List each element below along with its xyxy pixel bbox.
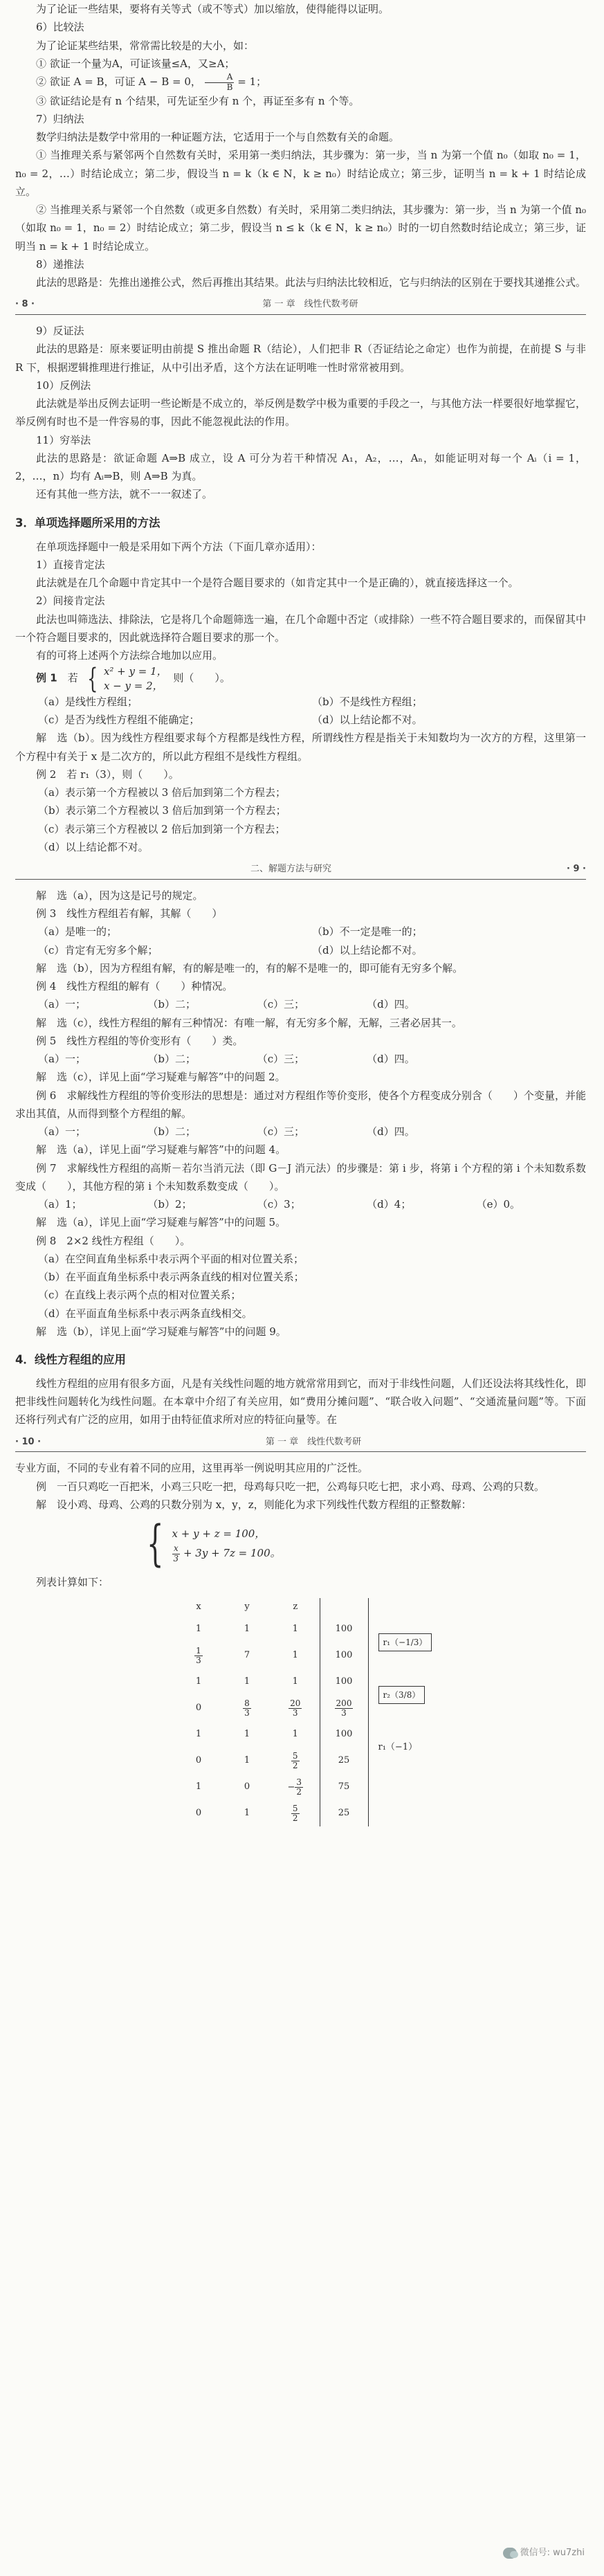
table-intro: 列表计算如下： xyxy=(36,1576,109,1589)
paragraph: 此法就是在几个命题中肯定其中一个是符合题目要求的（如肯定其中一个是正确的），就直接选择这一个。 xyxy=(36,577,519,590)
option: （a）一； xyxy=(38,1053,86,1066)
cell: 75 xyxy=(320,1774,368,1800)
cell: 1 xyxy=(195,1729,202,1740)
cell: 25 xyxy=(320,1748,368,1774)
equation-system: { x + y + z = 100， $\frac{x}{3}$ + 3y + 7z = 100。 xyxy=(147,1515,281,1572)
cell: 1 xyxy=(292,1624,298,1635)
cell: 1 xyxy=(244,1624,250,1635)
cell: 0 xyxy=(195,1703,202,1714)
option: （a）一； xyxy=(38,1125,86,1139)
fraction: $\frac{A}{B}$ xyxy=(205,73,235,91)
row-op: r₁（−1/3） xyxy=(368,1616,493,1669)
page-number: · 10 · xyxy=(15,1436,42,1447)
solution: 解 选（b），详见上面“学习疑难与解答”中的问题 9。 xyxy=(36,1325,286,1338)
paragraph: 为了论证一些结果，要将有关等式（或不等式）加以缩放，使得能得以证明。 xyxy=(36,3,390,15)
cell: 0 xyxy=(195,1755,202,1766)
paragraph: 此法就是举出反例去证明一些论断是不成立的，举反例是数学中极为重要的手段之一，与其他方法一样要很好地掌握它，举反例有时也不是一件容易的事，因此不能忽视此法的作用。 xyxy=(15,397,587,428)
paragraph: 数学归纳法是数学中常用的一种证题方法，它适用于一个与自然数有关的命题。 xyxy=(36,131,400,144)
option: （b）在平面直角坐标系中表示两条直线的相对位置关系； xyxy=(38,1271,304,1284)
paragraph: 此法也叫筛选法、排除法，它是将几个命题筛选一遍，在几个命题中否定（或排除）一些不符合题目要求的，而保留其中一个符合题目要求的，因此就选择符合题目要求的那一个。 xyxy=(15,613,587,644)
cell: 1 xyxy=(195,1624,202,1635)
paragraph: 在单项选择题中一般是采用如下两个方法（下面几章亦适用）： xyxy=(36,540,322,553)
cell: 100 xyxy=(320,1669,368,1695)
method-heading: 6）比较法 xyxy=(36,21,84,34)
option: （b）二； xyxy=(147,998,196,1011)
table-header xyxy=(174,1598,493,1616)
option: （c）在直线上表示两个点的相对位置关系； xyxy=(38,1289,241,1302)
list-item: ③ 欲证结论是有 n 个结果，可先证至少有 n 个，再证至多有 n 个等。 xyxy=(36,94,360,107)
option: （a）在空间直角坐标系中表示两个平面的相对位置关系； xyxy=(38,1252,304,1265)
cell: 1 xyxy=(244,1755,250,1766)
paragraph: 此法的思路是：原来要证明由前提 S 推出命题 R（结论），人们把非 R（否证结论之命定）也作为前提，在前提 S 与非 R 下，根据逻辑推理进行推证，从中引出矛盾，这个方法在证明唯一性时常常被用到。 xyxy=(15,343,586,374)
cell: 1 xyxy=(244,1676,250,1687)
option: （a）是唯一的； xyxy=(38,925,117,938)
option: （d）四。 xyxy=(367,1125,415,1139)
method-heading: 11）穷举法 xyxy=(36,433,91,446)
chicken-example: 例 一百只鸡吃一百把米，小鸡三只吃一把，母鸡每只吃一把，公鸡每只吃七把，求小鸡、母鸡、公鸡的只数。 xyxy=(36,1480,545,1493)
section-page-11 xyxy=(15,1459,586,1826)
example-7: 例 7 求解线性方程组的高斯－若尔当消元法（即 G－J 消元法）的步骤是：第 i 步，将第 i 个方程的第 i 个未知数系数变成（ ），其他方程的第 i 个未知数系数变成（ ）。 xyxy=(15,1161,586,1192)
cell: − $\frac{3}{2}$ xyxy=(287,1777,302,1797)
page-number: · 9 · xyxy=(567,864,586,875)
page-footer-9 xyxy=(15,862,586,880)
solution: 解 选（c），线性方程组的解有三种情况：有唯一解，有无穷多个解，无解，三者必居其一。 xyxy=(36,1016,462,1029)
solution: 解 选（a），因为这是记号的规定。 xyxy=(36,889,203,902)
option: （b）不是线性方程组； xyxy=(312,695,423,708)
paragraph: 此法的思路是：欲证命题 A⇒B 成立，设 A 可分为若干种情况 A₁，A₂，…，Aₙ，如能证明对每一个 Aᵢ（i = 1，2，…，n）均有 Aᵢ⇒B，则 A⇒B 为真。 xyxy=(15,451,586,483)
solution: 解 设小鸡、母鸡、公鸡的只数分别为 x，y，z，则能化为求下列线性代数方程组的正整数解： xyxy=(36,1498,472,1511)
example-6: 例 6 求解线性方程组的等价变形法的思想是：通过对方程组作等价变形，使各个方程变成分别含（ ）个变量，并能求出其值，从而得到整个方程组的解。 xyxy=(15,1089,586,1120)
cell: 100 xyxy=(320,1642,368,1669)
cell: 0 xyxy=(244,1781,250,1793)
paragraph: 专业方面，不同的专业有着不同的应用，这里再举一例说明其应用的广泛性。 xyxy=(15,1462,369,1475)
options xyxy=(38,1195,586,1213)
cell: $\frac{1}{3}$ xyxy=(196,1645,201,1665)
cell: 1 xyxy=(244,1808,250,1819)
option: （b）二； xyxy=(147,1125,196,1139)
solution: 解 选（b），因为方程组有解，有的解是唯一的，有的解不是唯一的，即可能有无穷多个解。 xyxy=(36,961,464,974)
option: （d）四。 xyxy=(367,1053,415,1066)
elimination-table xyxy=(174,1598,493,1826)
options xyxy=(38,923,586,941)
solution: 解 选（a），详见上面“学习疑难与解答”中的问题 5。 xyxy=(36,1216,286,1229)
cell: 1 xyxy=(292,1729,298,1740)
option: （c）三； xyxy=(257,1125,305,1139)
cell: $\frac{8}{3}$ xyxy=(244,1698,250,1718)
paragraph: 有的可将上述两个方法综合地加以应用。 xyxy=(36,649,223,662)
cell: 100 xyxy=(320,1616,368,1642)
watermark-text: 微信号: wu7zhi xyxy=(520,2548,585,2558)
example-5: 例 5 线性方程组的等价变形有（ ）类。 xyxy=(36,1034,244,1047)
cell: 1 xyxy=(292,1676,298,1687)
running-title: 第 一 章 线性代数考研 xyxy=(262,299,358,310)
solution: 解 选（a），详见上面“学习疑难与解答”中的问题 4。 xyxy=(36,1143,286,1157)
example-2: 例 2 若 r₁（3），则（ ）。 xyxy=(36,768,179,781)
cell: 1 xyxy=(244,1729,250,1740)
running-title: 第 一 章 线性代数考研 xyxy=(265,1436,362,1447)
running-title: 二、解题方法与研究 xyxy=(250,864,332,875)
method-heading: 9）反证法 xyxy=(36,325,84,338)
options xyxy=(38,941,586,959)
option: （b）2； xyxy=(147,1198,192,1211)
example-8: 例 8 2×2 线性方程组（ ）。 xyxy=(36,1234,191,1247)
options xyxy=(38,693,586,711)
list-item: ② 欲证 A = B，可证 A − B = 0， $\frac{A}{B}$ = 1； xyxy=(36,72,267,92)
method-heading: 7）归纳法 xyxy=(36,112,84,125)
row-op: r₁（−1） xyxy=(368,1721,493,1774)
method-heading: 1）直接肯定法 xyxy=(36,558,105,571)
paragraph: 此法的思路是：先推出递推公式，然后再推出其结果。此法与归纳法比较相近，它与归纳法的区别在于要找其递推公式。 xyxy=(36,276,587,289)
col-header: x xyxy=(196,1602,201,1613)
list-item: ① 欲证一个量为A，可证该量≤A，又≥A； xyxy=(36,57,235,70)
cell: 100 xyxy=(320,1721,368,1748)
option: （a）一； xyxy=(38,998,86,1011)
paragraph: 为了论证某些结果，常常需比较是的大小，如： xyxy=(36,39,255,52)
paragraph: 线性方程组的应用有很多方面，凡是有关线性问题的地方就常常用到它，而对于非线性问题，人们还设法将其线性化，即把非线性问题转化为线性问题。在本章中介绍了有关应用，如“费用分摊问题”、“联合收入问题”、“交通流量问题”等。下面还将行列式有广泛的应用，如用于由特征值求所对应的特征向量等。在 xyxy=(15,1377,587,1426)
table-row xyxy=(174,1800,493,1826)
options xyxy=(38,1050,586,1068)
option: （c）三； xyxy=(257,1053,305,1066)
table-row xyxy=(174,1616,493,1642)
paragraph: ② 当推理关系与紧邻一个自然数（或更多自然数）有关时，采用第二类归纳法，其步骤为：第一步，当 n 为第一个值 n₀（如取 n₀ = 1，n₀ = 2）时结论成立；第二步，假设当 n ≤ k（k ∈ N，k ≥ n₀）时的一切自然数时结论成立；第三步，证明当 n = k + 1 时结论成立。 xyxy=(15,203,586,253)
option: （d）在平面直角坐标系中表示两条直线相交。 xyxy=(38,1307,253,1320)
option: （b）不一定是唯一的； xyxy=(312,925,423,938)
table-row xyxy=(174,1774,493,1800)
option: （c）表示第三个方程被以 2 倍后加到第一个方程去； xyxy=(38,822,286,835)
page-number: · 8 · xyxy=(15,299,35,310)
option: （c）肯定有无穷多个解； xyxy=(38,943,158,956)
example-4: 例 4 线性方程组的解有（ ）种情况。 xyxy=(36,980,233,993)
col-header: y xyxy=(244,1602,250,1613)
section-page-9 xyxy=(15,322,586,856)
option: （b）表示第二个方程被以 3 倍后加到第一个方程去； xyxy=(38,804,286,817)
example-3: 例 3 线性方程组若有解，其解（ ） xyxy=(36,907,223,920)
option: （d）以上结论都不对。 xyxy=(38,840,149,853)
option: （c）3； xyxy=(257,1198,301,1211)
cell: 1 xyxy=(195,1781,202,1793)
col-header: z xyxy=(293,1602,298,1613)
option: （c）是否为线性方程组不能确定； xyxy=(38,714,200,727)
option: （e）0。 xyxy=(476,1198,520,1211)
page-footer-10 xyxy=(15,1435,586,1453)
cell: 1 xyxy=(292,1650,298,1661)
cell: $\frac{5}{2}$ xyxy=(292,1750,298,1770)
method-heading: 2）间接肯定法 xyxy=(36,595,105,608)
method-heading: 8）递推法 xyxy=(36,257,84,271)
option: （d）四。 xyxy=(367,998,415,1011)
page-footer-8 xyxy=(15,297,586,315)
cell: $\frac{200}{3}$ xyxy=(320,1695,368,1721)
option: （c）三； xyxy=(257,998,305,1011)
cell: 1 xyxy=(195,1676,202,1687)
solution: 解 选（b）。因为线性方程组要求每个方程都是线性方程，所谓线性方程是指关于未知数均为一次方的方程，这里第一个方程中有关于 x 是二次方的，所以此方程组不是线性方程组。 xyxy=(15,732,586,763)
option: （d）4； xyxy=(367,1198,412,1211)
table-row xyxy=(174,1669,493,1695)
cell: 25 xyxy=(320,1800,368,1826)
section-page-8 xyxy=(15,0,586,291)
option: （a）表示第一个方程被以 3 倍后加到第二个方程去； xyxy=(38,786,286,799)
option: （d）以上结论都不对。 xyxy=(312,714,423,727)
equation: $\frac{x}{3}$ + 3y + 7z = 100。 xyxy=(173,1543,281,1563)
options xyxy=(38,1123,586,1141)
equation-system: { x² + y = 1， x − y = 2， xyxy=(87,662,167,695)
paragraph: 还有其他一些方法，就不一一叙述了。 xyxy=(36,488,213,501)
options xyxy=(38,711,586,729)
options xyxy=(38,995,586,1013)
option: （d）以上结论都不对。 xyxy=(312,943,423,956)
cell: $\frac{5}{2}$ xyxy=(292,1803,298,1823)
option: （a）是线性方程组； xyxy=(38,695,138,708)
table-row xyxy=(174,1721,493,1748)
cell: 7 xyxy=(244,1650,250,1661)
option: （b）二； xyxy=(147,1053,196,1066)
method-heading: 10）反例法 xyxy=(36,379,91,392)
solution: 解 选（c），详见上面“学习疑难与解答”中的问题 2。 xyxy=(36,1071,286,1084)
section-heading: 4．线性方程组的应用 xyxy=(15,1353,126,1367)
section-heading: 3．单项选择题所采用的方法 xyxy=(15,516,161,529)
section-page-10 xyxy=(15,887,586,1429)
cell: 0 xyxy=(195,1808,202,1819)
row-op: r₂（3/8） xyxy=(368,1669,493,1721)
example-1: 例 1 若 { x² + y = 1， x − y = 2， 则（ ）。 xyxy=(36,662,230,695)
cell: $\frac{20}{3}$ xyxy=(290,1698,301,1718)
equation: x + y + z = 100， xyxy=(172,1527,266,1540)
col-header xyxy=(320,1598,368,1616)
wechat-icon xyxy=(503,2548,517,2559)
wechat-watermark xyxy=(503,2546,585,2561)
option: （a）1； xyxy=(38,1198,82,1211)
paragraph: ① 当推理关系与紧邻两个自然数有关时，采用第一类归纳法，其步骤为：第一步，当 n 为第一个值 n₀（如取 n₀ = 1，n₀ = 2，…）时结论成立；第二步，假设当 n = k（k ∈ N，k ≥ n₀）时结论成立；第三步，证明当 n = k + 1 时结论成立。 xyxy=(15,149,586,198)
